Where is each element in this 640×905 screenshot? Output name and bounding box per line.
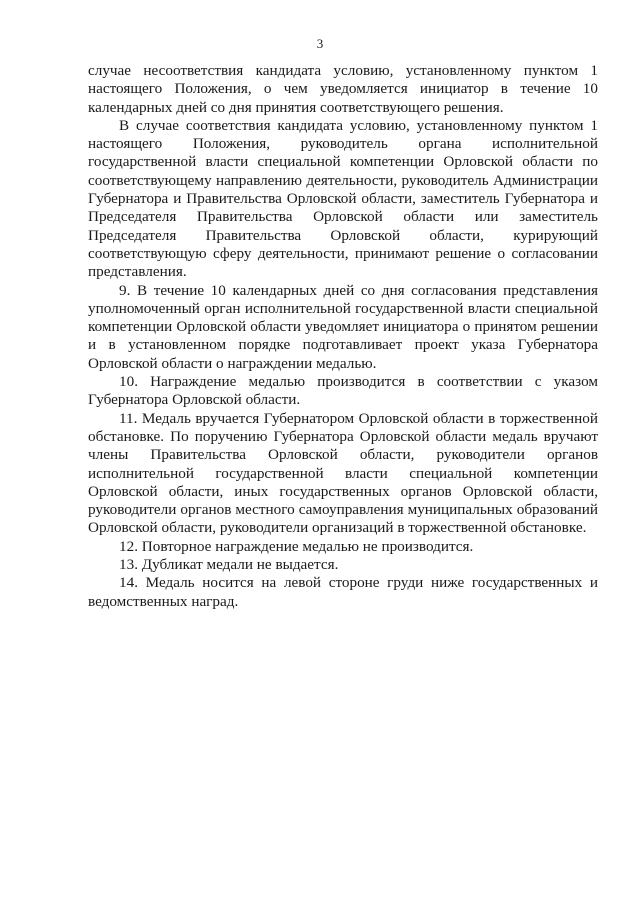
paragraph-approval-decision: В случае соответствия кандидата условию, установленному пунктом 1 настоящего Положения, руководитель органа исполнительной государственной власти специальной компетенции Орловской области по соответствующему направлению деятельности, руководитель Администрации Губернатора и Правительства Орловской области, заместитель Губернатора и Председателя Правительства Орловской области или заместитель Председателя Правительства Орловской области, курирующий соответствующую сферу деятельности, принимают решение о согласовании представления. bbox=[88, 116, 598, 281]
paragraph-11: 11. Медаль вручается Губернатором Орловской области в торжественной обстановке. По поручению Губернатора Орловской области медаль вручают члены Правительства Орловской области, руководители органов исполнительной государственной власти специальной компетенции Орловской области, иных государственных органов Орловской области, руководители органов местного самоуправления муниципальных образований Орловской области, руководители организаций в торжественной обстановке. bbox=[88, 409, 598, 537]
document-body bbox=[88, 62, 598, 611]
paragraph-14: 14. Медаль носится на левой стороне груди ниже государственных и ведомственных наград. bbox=[88, 574, 598, 610]
paragraph-10: 10. Награждение медалью производится в соответствии с указом Губернатора Орловской области. bbox=[88, 373, 598, 409]
paragraph-12: 12. Повторное награждение медалью не производится. bbox=[119, 537, 474, 555]
page-number: 3 bbox=[316, 36, 324, 51]
paragraph-continuation: случае несоответствия кандидата условию, установленному пунктом 1 настоящего Положения, о чем уведомляется инициатор в течение 10 календарных дней со дня принятия соответствующего решения. bbox=[88, 62, 598, 116]
paragraph-9: 9. В течение 10 календарных дней со дня согласования представления уполномоченный орган исполнительной государственной власти специальной компетенции Орловской области уведомляет инициатора о принятом решении и в установленном порядке подготавливает проект указа Губернатора Орловской области о награждении медалью. bbox=[88, 281, 598, 372]
paragraph-13: 13. Дубликат медали не выдается. bbox=[119, 556, 339, 574]
